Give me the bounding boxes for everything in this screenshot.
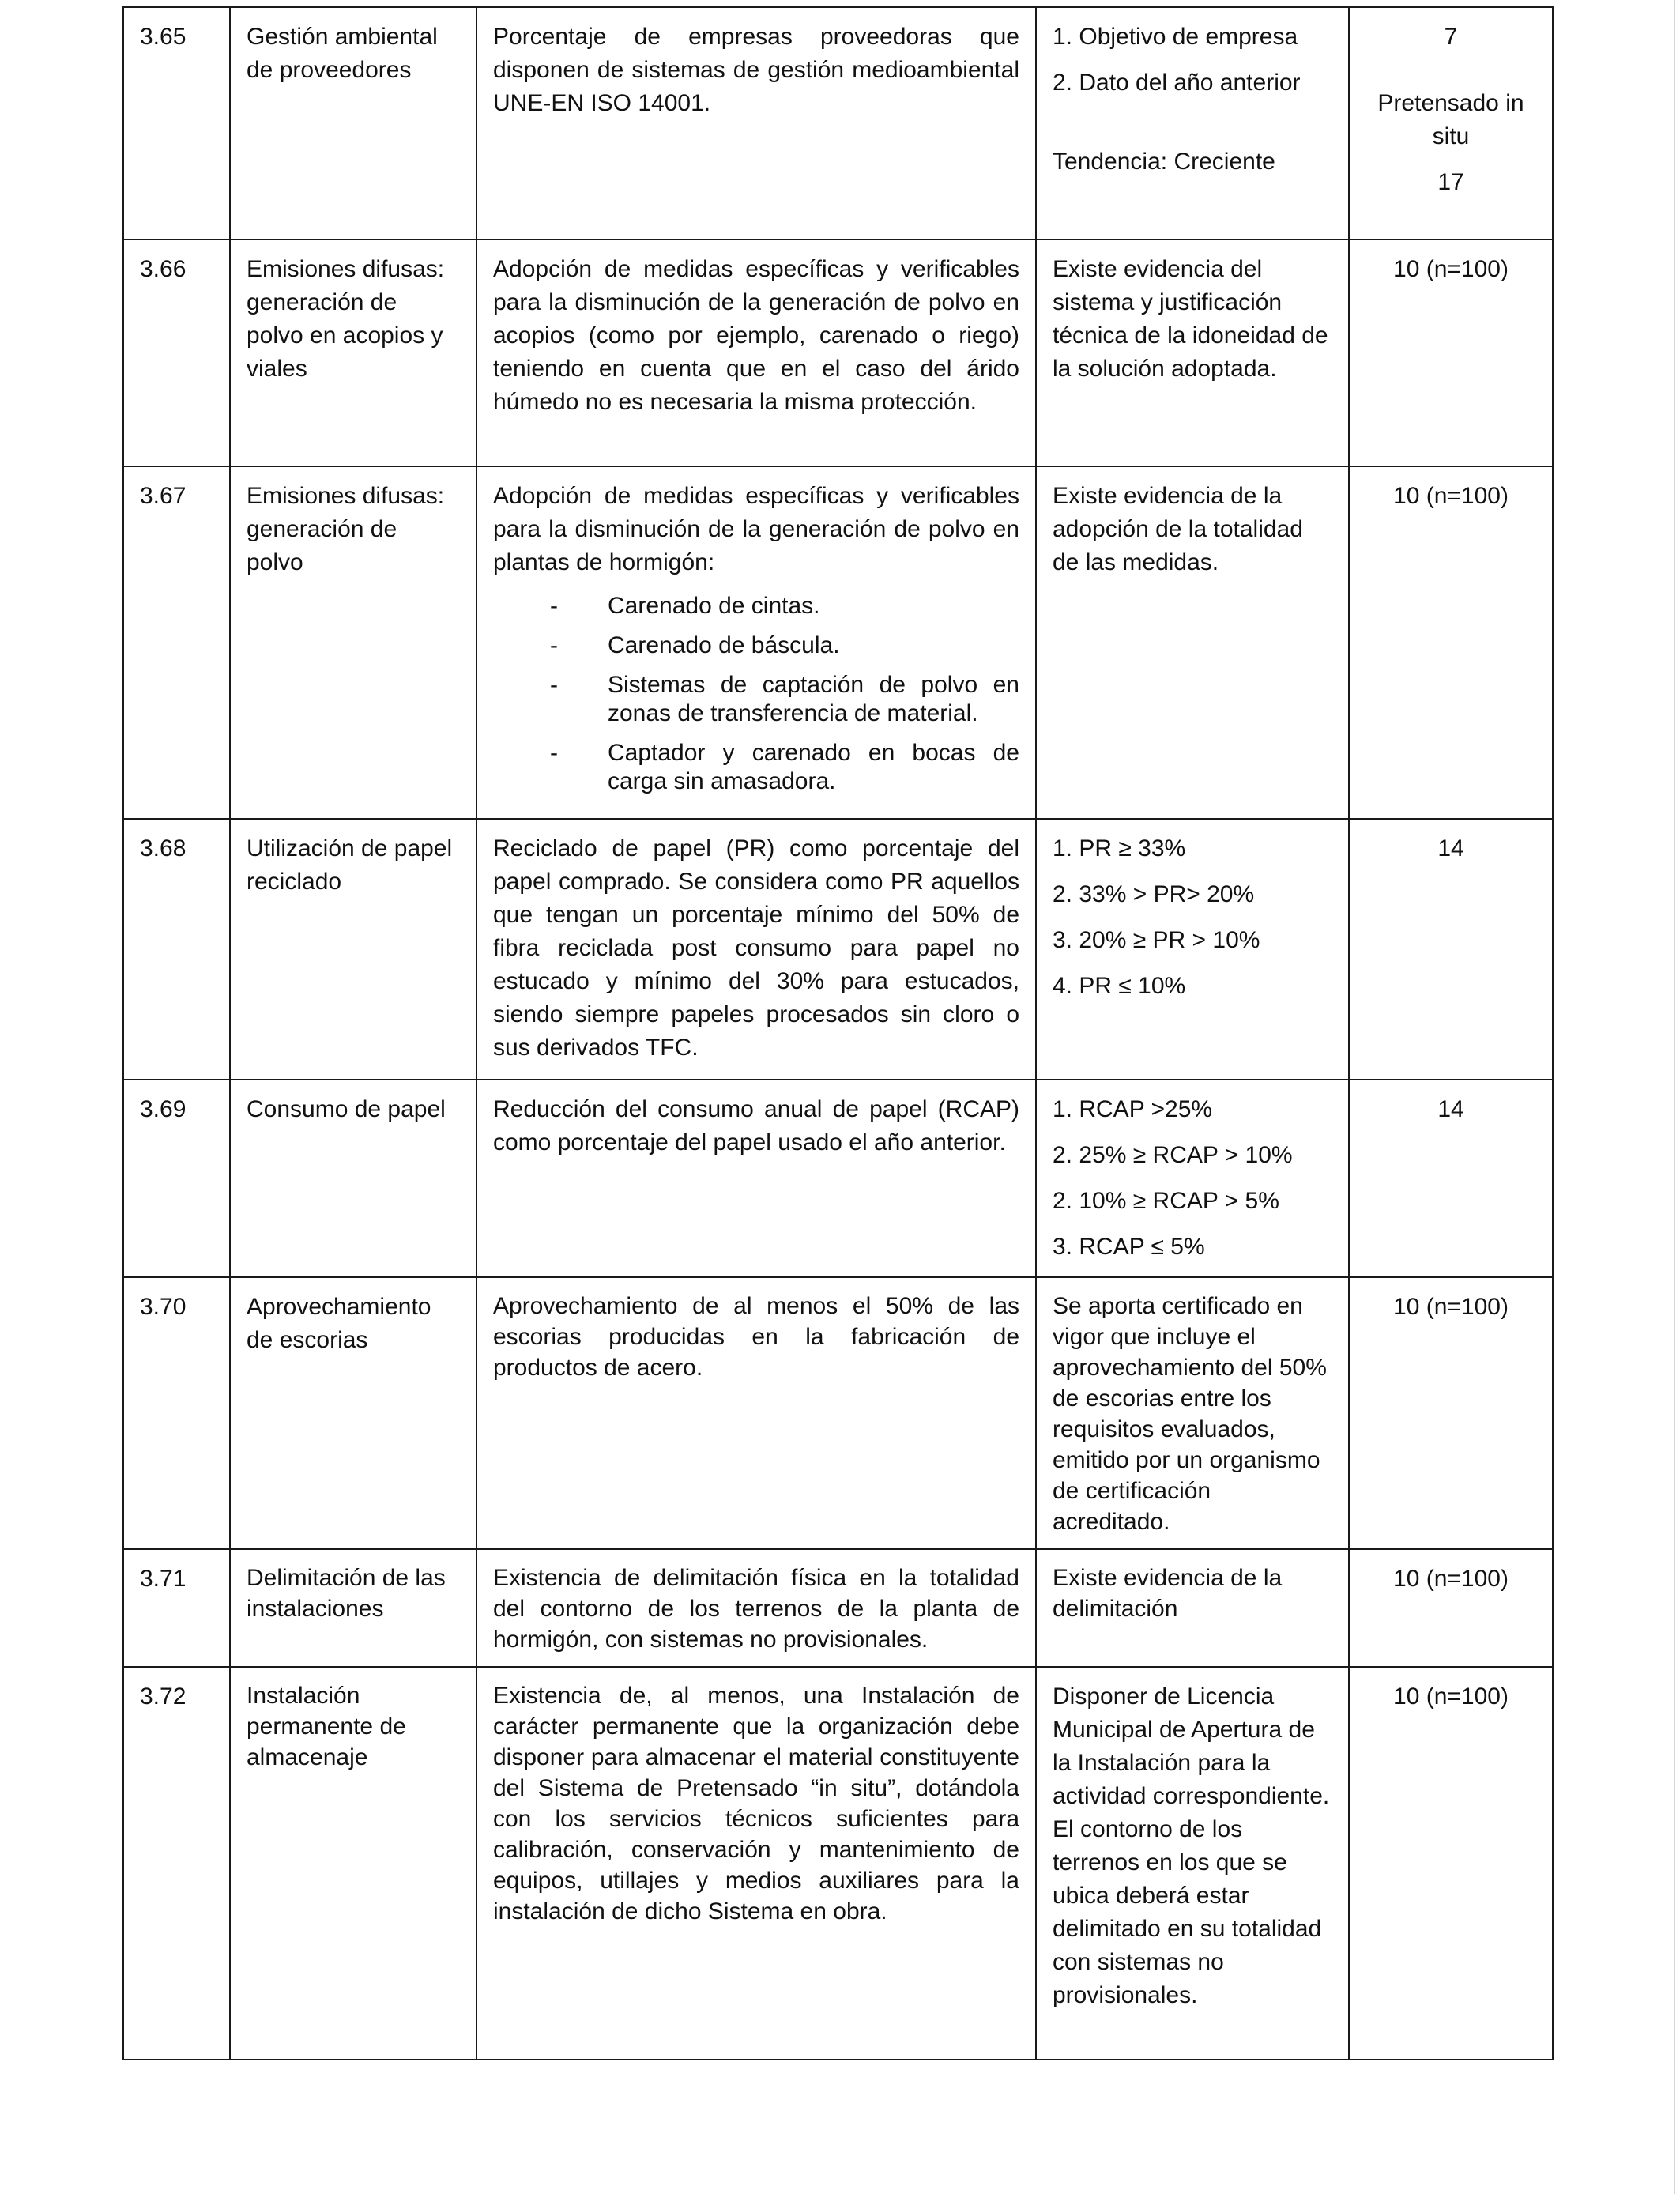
criterion-score: 14 — [1349, 819, 1553, 1080]
criterion-name: Utilización de papel reciclado — [230, 819, 477, 1080]
evaluation-line: 4. PR ≤ 10% — [1053, 973, 1186, 999]
list-item: - Captador y carenado en bocas de carga sin amasadora. — [550, 740, 1019, 794]
criterion-description: Adopción de medidas específicas y verificables para la disminución de la generación de polvo en acopios (como por ejemplo, carenado o riego) teniendo en cuenta que en el caso del árido húmedo no es necesaria la misma protección. — [477, 239, 1036, 466]
table-row — [123, 7, 1553, 239]
criterion-evaluation — [1036, 1080, 1349, 1277]
criterion-description: Reducción del consumo anual de papel (RCAP) como porcentaje del papel usado el año anterior. — [477, 1080, 1036, 1277]
criterion-name: Delimitación de las instalaciones — [230, 1549, 477, 1667]
criterion-name: Gestión ambiental de proveedores — [230, 7, 477, 239]
criterion-description: Reciclado de papel (PR) como porcentaje del papel comprado. Se considera como PR aquellos que tengan un porcentaje mínimo del 50% de fibra reciclada post consumo para papel no estucado y mínimo del 30% para estucados, siendo siempre papeles procesados sin cloro o sus derivados TFC. — [477, 819, 1036, 1080]
criterion-number: 3.65 — [123, 7, 230, 239]
table-row — [123, 1080, 1553, 1277]
criterion-evaluation: Existe evidencia del sistema y justificación técnica de la idoneidad de la solución adoptada. — [1036, 239, 1349, 466]
criterion-number: 3.72 — [123, 1667, 230, 2060]
criterion-description: Existencia de, al menos, una Instalación de carácter permanente que la organización debe disponer para almacenar el material constituyente del Sistema de Pretensado “in situ”, dotándola con los servicios técnicos suficientes para calibración, conservación y mantenimiento de equipos, utillajes y medios auxiliares para la instalación de dicho Sistema en obra. — [477, 1667, 1036, 2060]
criterion-description: Existencia de delimitación física en la totalidad del contorno de los terrenos de la planta de hormigón, con sistemas no provisionales. — [477, 1549, 1036, 1667]
evaluation-line: 3. 20% ≥ PR > 10% — [1053, 927, 1260, 953]
list-item: - Sistemas de captación de polvo en zonas de transferencia de material. — [550, 672, 1019, 726]
criterion-evaluation: Se aporta certificado en vigor que incluye el aprovechamiento del 50% de escorias entre los requisitos evaluados, emitido por un organismo de certificación acreditado. — [1036, 1277, 1349, 1549]
criterion-number: 3.69 — [123, 1080, 230, 1277]
criterion-description: Porcentaje de empresas proveedoras que disponen de sistemas de gestión medioambiental UNE-EN ISO 14001. — [477, 7, 1036, 239]
table-row — [123, 1667, 1553, 2060]
criterion-score — [1349, 7, 1553, 239]
table-row — [123, 466, 1553, 819]
criterion-number: 3.68 — [123, 819, 230, 1080]
evaluation-line: 1. RCAP >25% — [1053, 1096, 1213, 1122]
criterion-score: 10 (n=100) — [1349, 1667, 1553, 2060]
criterion-description: Adopción de medidas específicas y verificables para la disminución de la generación de polvo en plantas de hormigón: - Carenado de cintas. - Carenado de báscula. - Sistemas de captación de polvo en zonas de transferencia de material. - Captador y carenado en bocas de carga sin amasadora. — [477, 466, 1036, 819]
score-label: Pretensado in situ — [1377, 90, 1524, 149]
criteria-table — [122, 6, 1554, 2060]
criterion-evaluation — [1036, 7, 1349, 239]
score-value: 7 — [1444, 24, 1458, 50]
table-row — [123, 1277, 1553, 1549]
criterion-name: Aprovechamiento de escorias — [230, 1277, 477, 1549]
evaluation-line: 1. PR ≥ 33% — [1053, 835, 1186, 861]
criterion-score: 10 (n=100) — [1349, 1277, 1553, 1549]
page-edge-line — [1674, 0, 1675, 2194]
evaluation-line: 2. 25% ≥ RCAP > 10% — [1053, 1142, 1293, 1168]
criterion-number: 3.70 — [123, 1277, 230, 1549]
criterion-name: Emisiones difusas: generación de polvo — [230, 466, 477, 819]
list-item: - Carenado de cintas. — [550, 593, 820, 619]
evaluation-line: Tendencia: Creciente — [1053, 149, 1275, 175]
measures-list — [493, 592, 1019, 796]
criterion-score: 10 (n=100) — [1349, 466, 1553, 819]
table-row — [123, 819, 1553, 1080]
criterion-evaluation: Disponer de Licencia Municipal de Apertura de la Instalación para la actividad correspondiente. El contorno de los terrenos en los que se ubica deberá estar delimitado en su totalidad con sistemas no provisionales. — [1036, 1667, 1349, 2060]
criterion-name: Consumo de papel — [230, 1080, 477, 1277]
criterion-evaluation — [1036, 819, 1349, 1080]
criterion-evaluation: Existe evidencia de la adopción de la totalidad de las medidas. — [1036, 466, 1349, 819]
criterion-number: 3.67 — [123, 466, 230, 819]
table-row — [123, 239, 1553, 466]
evaluation-line: 1. Objetivo de empresa — [1053, 24, 1298, 50]
evaluation-line: 3. RCAP ≤ 5% — [1053, 1234, 1205, 1260]
criterion-name: Emisiones difusas: generación de polvo en acopios y viales — [230, 239, 477, 466]
criterion-score: 10 (n=100) — [1349, 1549, 1553, 1667]
criterion-number: 3.66 — [123, 239, 230, 466]
criterion-evaluation: Existe evidencia de la delimitación — [1036, 1549, 1349, 1667]
evaluation-line: 2. Dato del año anterior — [1053, 70, 1301, 96]
criterion-name: Instalación permanente de almacenaje — [230, 1667, 477, 2060]
evaluation-line: 2. 10% ≥ RCAP > 5% — [1053, 1188, 1279, 1214]
criterion-score: 10 (n=100) — [1349, 239, 1553, 466]
criterion-number: 3.71 — [123, 1549, 230, 1667]
criterion-description: Aprovechamiento de al menos el 50% de las escorias producidas en la fabricación de productos de acero. — [477, 1277, 1036, 1549]
evaluation-line: 2. 33% > PR> 20% — [1053, 881, 1255, 907]
score-value: 17 — [1437, 169, 1464, 195]
criterion-score: 14 — [1349, 1080, 1553, 1277]
list-item: - Carenado de báscula. — [550, 632, 840, 658]
table-row — [123, 1549, 1553, 1667]
